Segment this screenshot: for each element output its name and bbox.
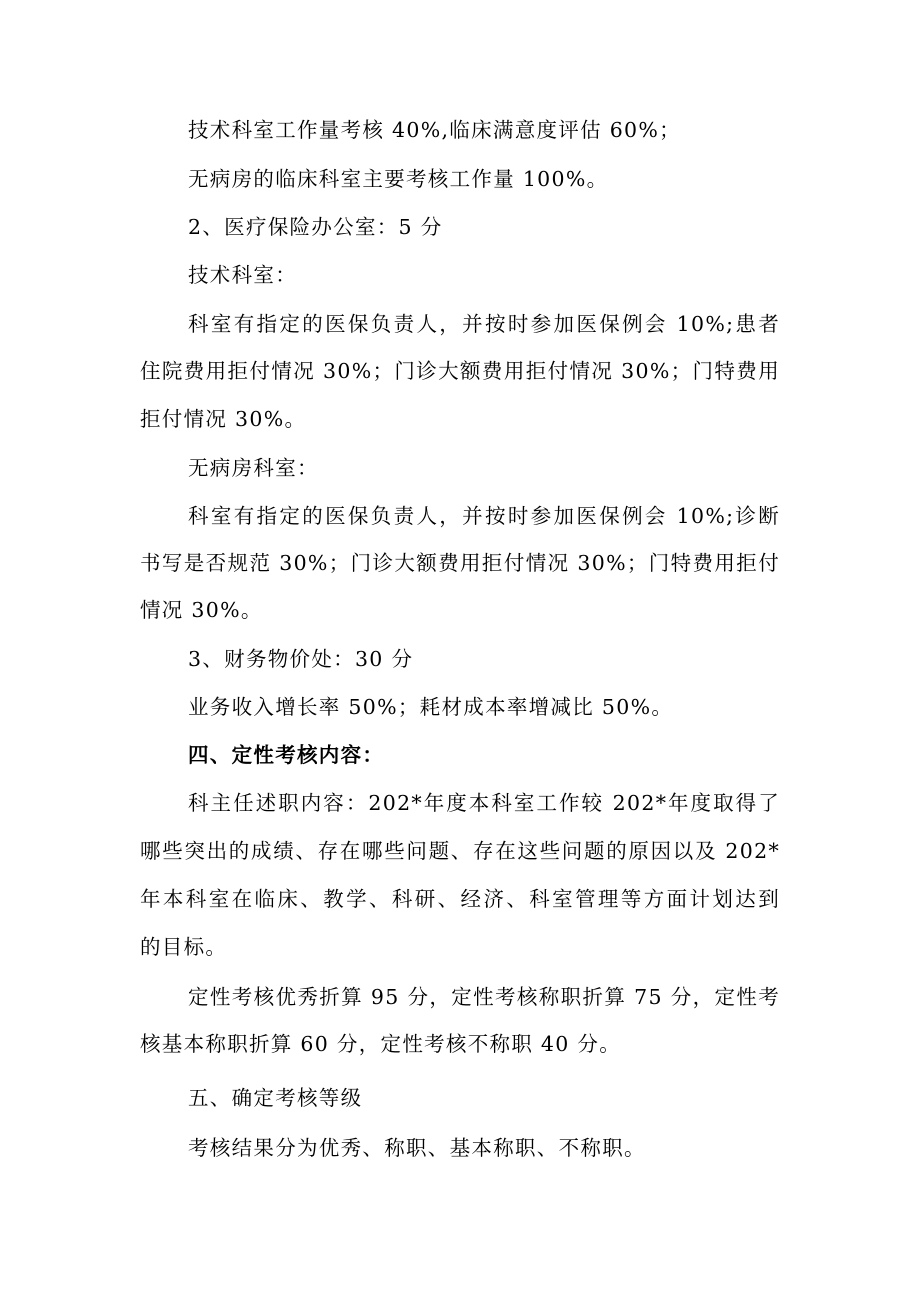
text-line: 年本科室在临床、教学、科研、经济、科室管理等方面计划达到: [140, 887, 780, 911]
text-line: 拒付情况 30%。: [140, 407, 307, 431]
subheading: 技术科室：: [188, 263, 297, 287]
text-line: 哪些突出的成绩、存在哪些问题、存在这些问题的原因以及 202*: [140, 839, 780, 863]
section-heading: 2、医疗保险办公室：5 分: [188, 215, 443, 239]
text-line: 科室有指定的医保负责人，并按时参加医保例会 10%;患者: [188, 312, 780, 336]
text-line: 科室有指定的医保负责人，并按时参加医保例会 10%;诊断: [188, 504, 780, 528]
section-heading: 五、确定考核等级: [188, 1086, 363, 1110]
text-line: 无病房的临床科室主要考核工作量 100%。: [188, 167, 609, 191]
section-heading-bold: 四、定性考核内容：: [188, 743, 385, 767]
text-line: 的目标。: [140, 935, 228, 959]
section-heading: 3、财务物价处：30 分: [188, 647, 414, 671]
text-line: 业务收入增长率 50%；耗材成本率增减比 50%。: [188, 695, 674, 719]
subheading: 无病房科室：: [188, 456, 319, 480]
text-line: 情况 30%。: [140, 598, 263, 622]
text-line: 科主任述职内容：202*年度本科室工作较 202*年度取得了: [188, 791, 780, 815]
text-line: 核基本称职折算 60 分，定性考核不称职 40 分。: [140, 1032, 622, 1056]
text-line: 定性考核优秀折算 95 分，定性考核称职折算 75 分，定性考: [188, 985, 780, 1009]
text-line: 技术科室工作量考核 40%,临床满意度评估 60%；: [188, 118, 681, 142]
text-line: 书写是否规范 30%；门诊大额费用拒付情况 30%；门特费用拒付: [140, 551, 780, 575]
text-line: 考核结果分为优秀、称职、基本称职、不称职。: [188, 1136, 646, 1160]
text-line: 住院费用拒付情况 30%；门诊大额费用拒付情况 30%；门特费用: [140, 359, 780, 383]
